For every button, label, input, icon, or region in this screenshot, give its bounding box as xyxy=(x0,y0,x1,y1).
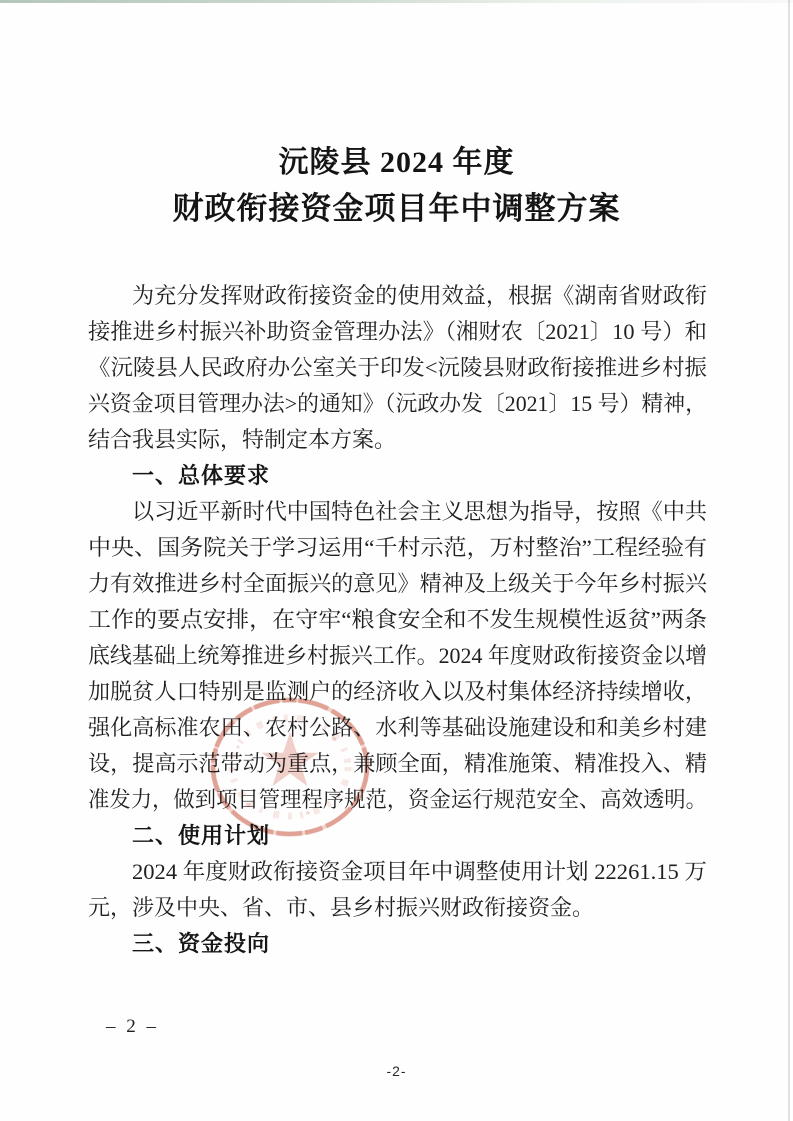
text-line: 强化高标准农田、农村公路、水利等基础设施建设和和美乡村建 xyxy=(88,715,707,740)
text-line: 元，涉及中央、省、市、县乡村振兴财政衔接资金。 xyxy=(88,895,595,920)
text-line: 为充分发挥财政衔接资金的使用效益，根据《湖南省财政衔 xyxy=(132,283,707,308)
document-title xyxy=(0,140,793,232)
text-line: 中央、国务院关于学习运用“千村示范，万村整治”工程经验有 xyxy=(88,535,707,560)
section-heading: 一、总体要求 xyxy=(132,463,271,488)
text-line: 准发力，做到项目管理程序规范，资金运行规范安全、高效透明。 xyxy=(88,787,707,812)
text-line: 兴资金项目管理办法>的通知》（沅政办发〔2021〕15 号）精神， xyxy=(88,391,707,416)
text-line: 接推进乡村振兴补助资金管理办法》（湘财农〔2021〕10 号）和 xyxy=(88,319,707,344)
page-number-scan: -2- xyxy=(386,1063,407,1079)
text-line: 工作的要点安排，在守牢“粮食安全和不发生规模性返贫”两条 xyxy=(88,607,707,632)
document-title-line1: 沅陵县 2024 年度 xyxy=(278,146,515,179)
section-heading: 三、资金投向 xyxy=(132,931,271,956)
text-line: 加脱贫人口特别是监测户的经济收入以及村集体经济持续增收， xyxy=(88,679,707,704)
document-title-line2: 财政衔接资金项目年中调整方案 xyxy=(172,191,621,226)
text-line: 设，提高示范带动为重点，兼顾全面，精准施策、精准投入、精 xyxy=(88,751,707,776)
scan-edge-artifact-top xyxy=(0,0,793,3)
text-line: 力有效推进乡村全面振兴的意见》精神及上级关于今年乡村振兴 xyxy=(88,571,707,596)
text-line: 以习近平新时代中国特色社会主义思想为指导，按照《中共 xyxy=(132,499,707,524)
text-line: 结合我县实际，特制定本方案。 xyxy=(88,427,397,452)
page-number-left: – 2 – xyxy=(106,1016,159,1037)
text-line: 底线基础上统筹推进乡村振兴工作。2024 年度财政衔接资金以增 xyxy=(88,643,707,668)
text-line: 2024 年度财政衔接资金项目年中调整使用计划 22261.15 万 xyxy=(132,859,707,884)
document-body xyxy=(88,278,707,962)
section-heading: 二、使用计划 xyxy=(132,823,271,848)
text-line: 《沅陵县人民政府办公室关于印发<沅陵县财政衔接推进乡村振 xyxy=(88,355,707,380)
